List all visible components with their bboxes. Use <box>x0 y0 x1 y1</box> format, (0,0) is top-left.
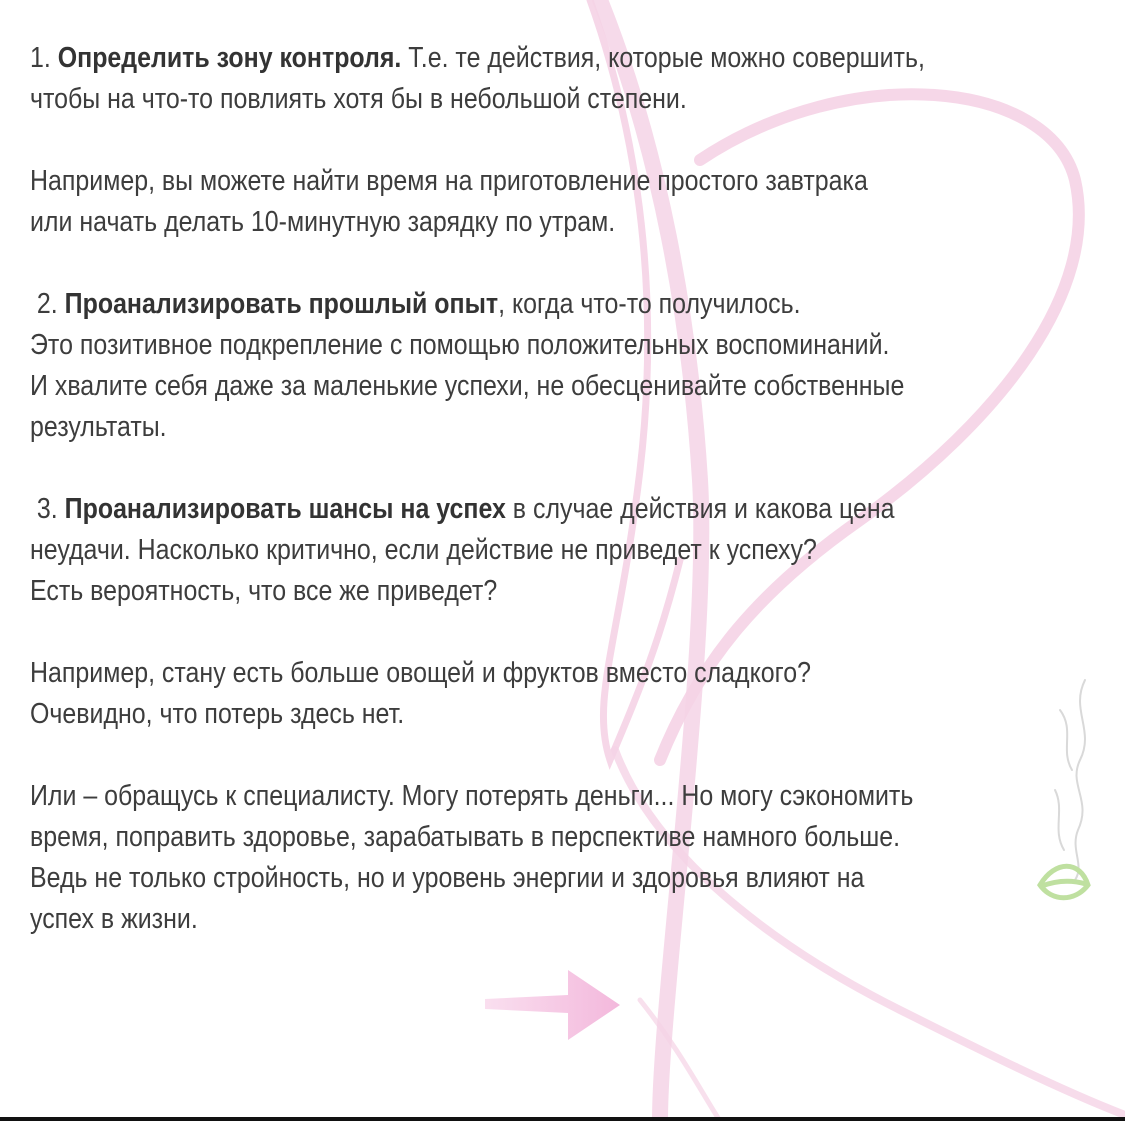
section-3-line-1: 3. Проанализировать шансы на успех в случае действия и какова цена <box>36 493 895 525</box>
section-3-line-3: Есть вероятность, что все же приведет? <box>30 575 498 607</box>
author-signature-logo <box>1030 670 1110 910</box>
example-1-line-2: или начать делать 10-минутную зарядку по утрам. <box>30 206 616 238</box>
example-2-line-1: Например, стану есть больше овощей и фруктов вместо сладкого? <box>30 657 811 689</box>
section-3-line-2: неудачи. Насколько критично, если действие не приведет к успеху? <box>30 534 817 566</box>
article-body <box>30 38 1105 940</box>
section-1-line-1: 1. Определить зону контроля. Т.е. те действия, которые можно совершить, <box>30 42 925 74</box>
example-2-line-2: Очевидно, что потерь здесь нет. <box>30 698 405 730</box>
example-3-line-2: время, поправить здоровье, зарабатывать в перспективе намного больше. <box>30 821 901 853</box>
example-3-line-3: Ведь не только стройность, но и уровень энергии и здоровья влияют на <box>30 862 865 894</box>
section-1-heading: Определить зону контроля. <box>57 42 402 74</box>
section-2-line-3: И хвалите себя даже за маленькие успехи, не обесценивайте собственные <box>30 370 905 402</box>
section-2-line-1: 2. Проанализировать прошлый опыт, когда что-то получилось. <box>36 288 801 320</box>
example-3-line-1: Или – обращусь к специалисту. Могу потерять деньги... Но могу сэкономить <box>30 780 914 812</box>
next-arrow-icon[interactable] <box>480 965 625 1043</box>
section-1-line-2: чтобы на что-то повлиять хотя бы в небольшой степени. <box>30 83 687 115</box>
example-3-line-4: успех в жизни. <box>30 903 198 935</box>
section-3-heading: Проанализировать шансы на успех <box>64 493 506 525</box>
section-2-line-2: Это позитивное подкрепление с помощью положительных воспоминаний. <box>30 329 890 361</box>
example-1-line-1: Например, вы можете найти время на приготовление простого завтрака <box>30 165 868 197</box>
section-2-heading: Проанализировать прошлый опыт <box>64 288 499 320</box>
section-2-line-4: результаты. <box>30 411 167 443</box>
bottom-border <box>0 1117 1125 1121</box>
